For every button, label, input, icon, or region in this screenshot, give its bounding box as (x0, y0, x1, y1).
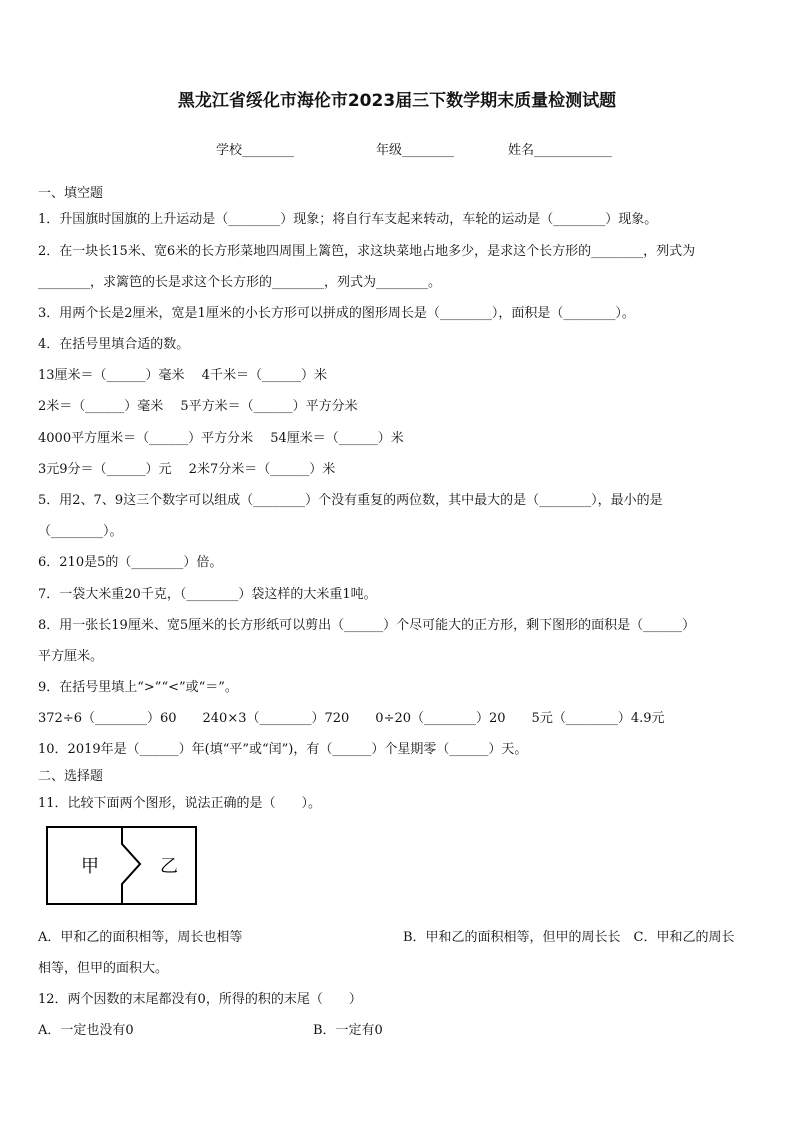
question-2-line-1: 2．在一块长15米、宽6米的长方形菜地四周围上篱笆，求这块菜地占地多少，是求这个长方形的________，列式为 (38, 244, 696, 259)
question-3: 3．用两个长是2厘米，宽是1厘米的小长方形可以拼成的图形周长是（________），面积是（________）。 (38, 306, 635, 321)
question-11-stem: 11．比较下面两个图形，说法正确的是（ ）。 (38, 796, 322, 811)
name-field: 姓名____________ (508, 143, 613, 158)
grade-field: 年级________ (376, 143, 455, 158)
section-heading-fill-in: 一、填空题 (38, 186, 104, 201)
question-4-row-2: 2米＝（______）毫米 5平方米＝（______）平方分米 (38, 399, 358, 414)
question-11-option-b-c[interactable]: B．甲和乙的面积相等，但甲的周长长 C．甲和乙的周长 (403, 930, 735, 945)
question-10: 10．2019年是（______）年(填“平”或“闰”)，有（______）个星期零（______）天。 (38, 742, 528, 757)
zigzag-divider (122, 827, 140, 904)
question-1: 1．升国旗时国旗的上升运动是（________）现象；将自行车支起来转动，车轮的运动是（________）现象。 (38, 212, 658, 227)
section-heading-choice: 二、选择题 (38, 769, 104, 784)
two-shapes-diagram (46, 826, 197, 905)
question-8-line-2: 平方厘米。 (38, 649, 104, 664)
question-12-option-a[interactable]: A．一定也没有0 (38, 1023, 134, 1038)
question-7: 7．一袋大米重20千克，（________）袋这样的大米重1吨。 (38, 587, 377, 602)
question-12-stem: 12．两个因数的末尾都没有0，所得的积的末尾（ ） (38, 992, 362, 1007)
question-4-row-3: 4000平方厘米＝（______）平方分米 54厘米＝（______）米 (38, 431, 404, 446)
question-8-line-1: 8．用一张长19厘米、宽5厘米的长方形纸可以剪出（______）个尽可能大的正方形，剩下图形的面积是（______） (38, 618, 696, 633)
question-4-row-4: 3元9分＝（______）元 2米7分米＝（______）米 (38, 462, 336, 477)
shape-jia-label: 甲 (81, 856, 99, 877)
page-title: 黑龙江省绥化市海伦市2023届三下数学期末质量检测试题 (177, 91, 617, 111)
shape-yi-label: 乙 (160, 856, 178, 877)
question-11-option-c-cont: 相等，但甲的面积大。 (38, 961, 169, 976)
question-9-row: 372÷6（________）60 240×3（________）720 0÷20（________）20 5元（________）4.9元 (38, 711, 665, 726)
question-11-figure (46, 826, 197, 905)
question-6: 6．210是5的（________）倍。 (38, 555, 223, 570)
question-4-row-1: 13厘米＝（______）毫米 4千米＝（______）米 (38, 368, 327, 383)
question-9-stem: 9．在括号里填上“>”“<”或“＝”。 (38, 680, 238, 695)
question-12-option-b[interactable]: B．一定有0 (313, 1023, 383, 1038)
question-4-stem: 4．在括号里填合适的数。 (38, 337, 190, 352)
question-5-line-1: 5．用2、7、9这三个数字可以组成（________）个没有重复的两位数，其中最大的是（________），最小的是 (38, 493, 663, 508)
question-5-line-2: （________）。 (38, 524, 123, 539)
question-2-line-2: ________，求篱笆的长是求这个长方形的________，列式为________。 (38, 275, 442, 290)
school-field: 学校________ (216, 143, 295, 158)
question-11-option-a[interactable]: A．甲和乙的面积相等，周长也相等 (38, 930, 243, 945)
